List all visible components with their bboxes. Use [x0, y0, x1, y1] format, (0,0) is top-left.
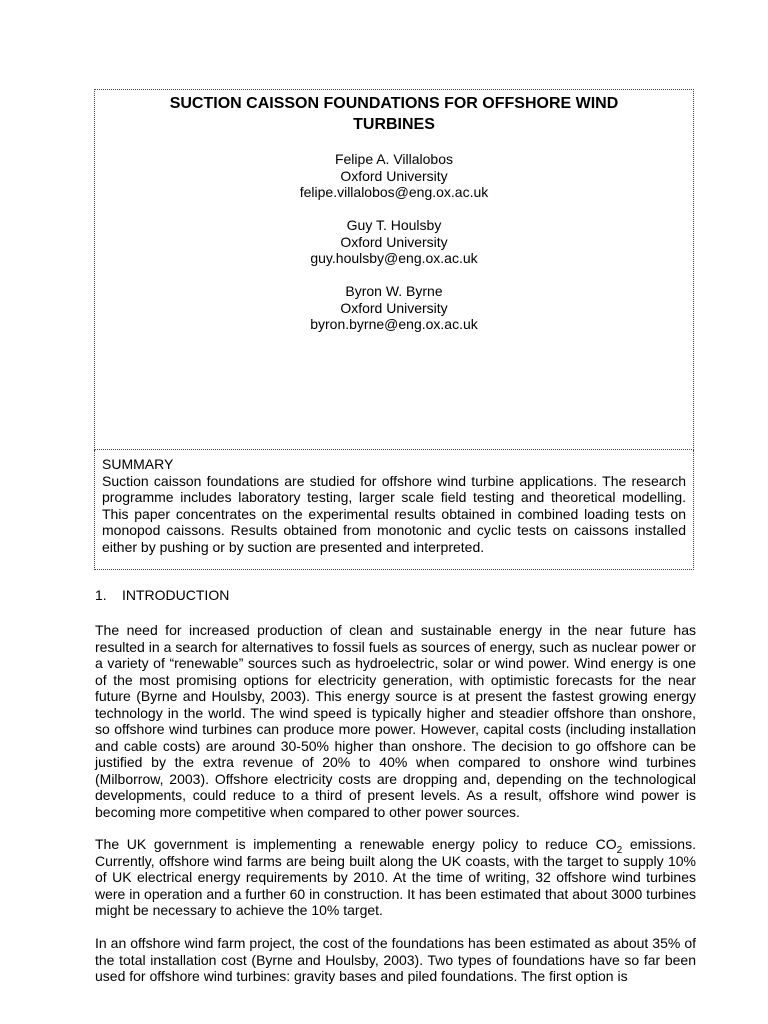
author-email: guy.houlsby@eng.ox.ac.uk [310, 250, 478, 266]
summary-text: Suction caisson foundations are studied for offshore wind turbine applications. The research programme includes laboratory testing, larger scale field testing and theoretical modelling. This paper concentrates on the experimental results obtained in combined loading tests on monopod caissons. Results obtained from monotonic and cyclic tests on caissons installed either by pushing or by suction are presented and interpreted. [102, 472, 686, 555]
paper-title: SUCTION CAISSON FOUNDATIONS FOR OFFSHORE WIND TURBINES [169, 95, 619, 133]
author-name: Felipe A. Villalobos [334, 151, 454, 167]
paragraph-3: In an offshore wind farm project, the cost of the foundations has been estimated as about 35% of the total installation cost (Byrne and Houlsby, 2003). Two types of foundations have so far been used for offshore wind turbines: gravity bases and piled foundations. The first option is [95, 935, 696, 984]
summary-heading: SUMMARY [102, 456, 174, 472]
author-affiliation: Oxford University [340, 167, 448, 184]
paragraph-1: The need for increased production of clean and sustainable energy in the near future has resulted in a search for alternatives to fossil fuels as sources of energy, such as nuclear power or a variety of “renewable” sources such as hydroelectric, solar or wind power. Wind energy is one of the most promising options for electricity generation, with optimistic forecasts for the near future (Byrne and Houlsby, 2003). This energy source is at present the fastest growing energy technology in the world. The wind speed is typically higher and steadier offshore than onshore, so offshore wind turbines can produce more power. However, capital costs (including installation and cable costs) are around 30-50% higher than onshore. The decision to go offshore can be justified by the extra revenue of 20% to 40% when compared to onshore wind turbines (Milborrow, 2003). Offshore electricity costs are dropping and, depending on the technological developments, could reduce to a third of present levels. As a result, offshore wind power is becoming more competitive when compared to other power sources. [95, 622, 696, 820]
author-email: felipe.villalobos@eng.ox.ac.uk [299, 184, 489, 200]
author-affiliation: Oxford University [340, 299, 448, 316]
section-heading [95, 587, 229, 604]
co2-subscript: 2 [616, 844, 623, 856]
author-2 [95, 217, 693, 267]
paragraph-2 [95, 836, 696, 919]
author-1 [95, 151, 693, 201]
title-block [94, 89, 694, 450]
summary-block [94, 450, 694, 570]
section-title: INTRODUCTION [122, 587, 230, 603]
author-name: Guy T. Houlsby [346, 217, 442, 233]
author-email: byron.byrne@eng.ox.ac.uk [310, 316, 478, 332]
paragraph-2-text-start: The UK government is implementing a renewable energy policy to reduce CO [95, 836, 617, 852]
section-number: 1. [95, 587, 107, 603]
author-name: Byron W. Byrne [345, 283, 443, 299]
author-affiliation: Oxford University [340, 233, 448, 250]
paragraph-2-text-end: emissions. Currently, offshore wind farms are being built along the UK coasts, with the target to supply 10% of UK electrical energy requirements by 2010. At the time of writing, 32 offshore wind turbines were in operation and a further 60 in construction. It has been estimated that about 3000 turbines might be necessary to achieve the 10% target. [95, 836, 696, 918]
author-3 [95, 283, 693, 333]
